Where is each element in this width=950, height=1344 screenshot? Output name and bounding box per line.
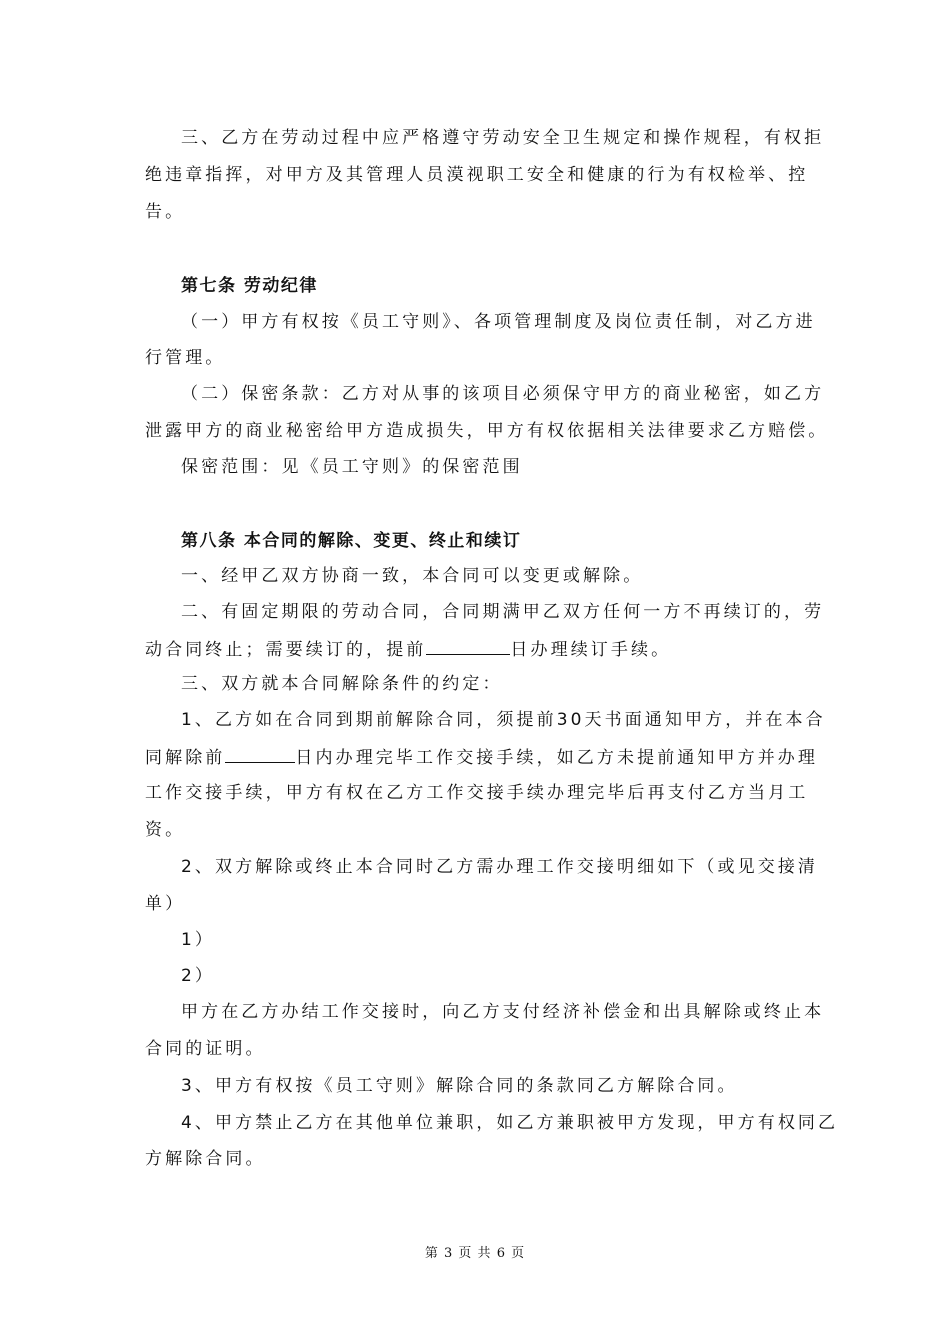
footer-suffix: 页 [511, 1246, 526, 1261]
paragraph-line: 三、双方就本合同解除条件的约定： [181, 674, 503, 694]
paragraph-line [145, 636, 671, 662]
paragraph-line: 4、甲方禁止乙方在其他单位兼职，如乙方兼职被甲方发现，甲方有权同乙 [181, 1113, 839, 1133]
text-segment: 日内办理完毕工作交接手续，如乙方未提前通知甲方并办理 [295, 748, 819, 768]
paragraph-line: 三、乙方在劳动过程中应严格遵守劳动安全卫生规定和操作规程，有权拒 [181, 128, 825, 148]
paragraph-line: 2、双方解除或终止本合同时乙方需办理工作交接明细如下（或见交接清 [181, 857, 819, 877]
paragraph-line: （二）保密条款：乙方对从事的该项目必须保守甲方的商业秘密，如乙方 [181, 384, 825, 404]
paragraph-line: 行管理。 [145, 348, 226, 368]
paragraph-line: 资。 [145, 820, 186, 840]
text-segment: 动合同终止；需要续订的，提前 [145, 640, 427, 660]
current-page-number: 3 [444, 1246, 454, 1261]
paragraph-line: 合同的证明。 [145, 1039, 266, 1059]
paragraph-line: 工作交接手续，甲方有权在乙方工作交接手续办理完毕后再支付乙方当月工 [145, 783, 809, 803]
text-segment: 同解除前 [145, 748, 226, 768]
paragraph-line: 甲方在乙方办结工作交接时，向乙方支付经济补偿金和出具解除或终止本 [181, 1002, 825, 1022]
paragraph-line: 一、经甲乙双方协商一致，本合同可以变更或解除。 [181, 566, 644, 586]
list-item: 1） [181, 930, 216, 950]
page-number-footer [0, 1242, 950, 1261]
total-page-count: 6 [496, 1246, 506, 1261]
paragraph-line: 告。 [145, 202, 186, 222]
paragraph-line: （一）甲方有权按《员工守则》、各项管理制度及岗位责任制，对乙方进 [181, 312, 816, 332]
paragraph-line: 二、有固定期限的劳动合同，合同期满甲乙双方任何一方不再续订的，劳 [181, 602, 825, 622]
fill-in-blank [225, 744, 295, 763]
list-item: 2） [181, 966, 216, 986]
footer-middle: 页 共 [458, 1246, 492, 1261]
paragraph-line: 泄露甲方的商业秘密给甲方造成损失，甲方有权依据相关法律要求乙方赔偿。 [145, 421, 829, 441]
text-segment: 日办理续订手续。 [510, 640, 672, 660]
paragraph-line: 3、甲方有权按《员工守则》解除合同的条款同乙方解除合同。 [181, 1076, 738, 1096]
paragraph-line: 绝违章指挥，对甲方及其管理人员漠视职工安全和健康的行为有权检举、控 [145, 165, 809, 185]
paragraph-line [145, 744, 818, 770]
fill-in-blank [426, 636, 510, 655]
paragraph-line: 保密范围：见《员工守则》的保密范围 [181, 457, 523, 477]
article-8-heading: 第八条 本合同的解除、变更、终止和续订 [181, 531, 522, 551]
article-7-heading: 第七条 劳动纪律 [181, 276, 318, 296]
paragraph-line: 方解除合同。 [145, 1149, 266, 1169]
footer-prefix: 第 [424, 1246, 439, 1261]
paragraph-line: 单） [145, 894, 186, 914]
paragraph-line: 1、乙方如在合同到期前解除合同，须提前30天书面通知甲方，并在本合 [181, 710, 826, 730]
